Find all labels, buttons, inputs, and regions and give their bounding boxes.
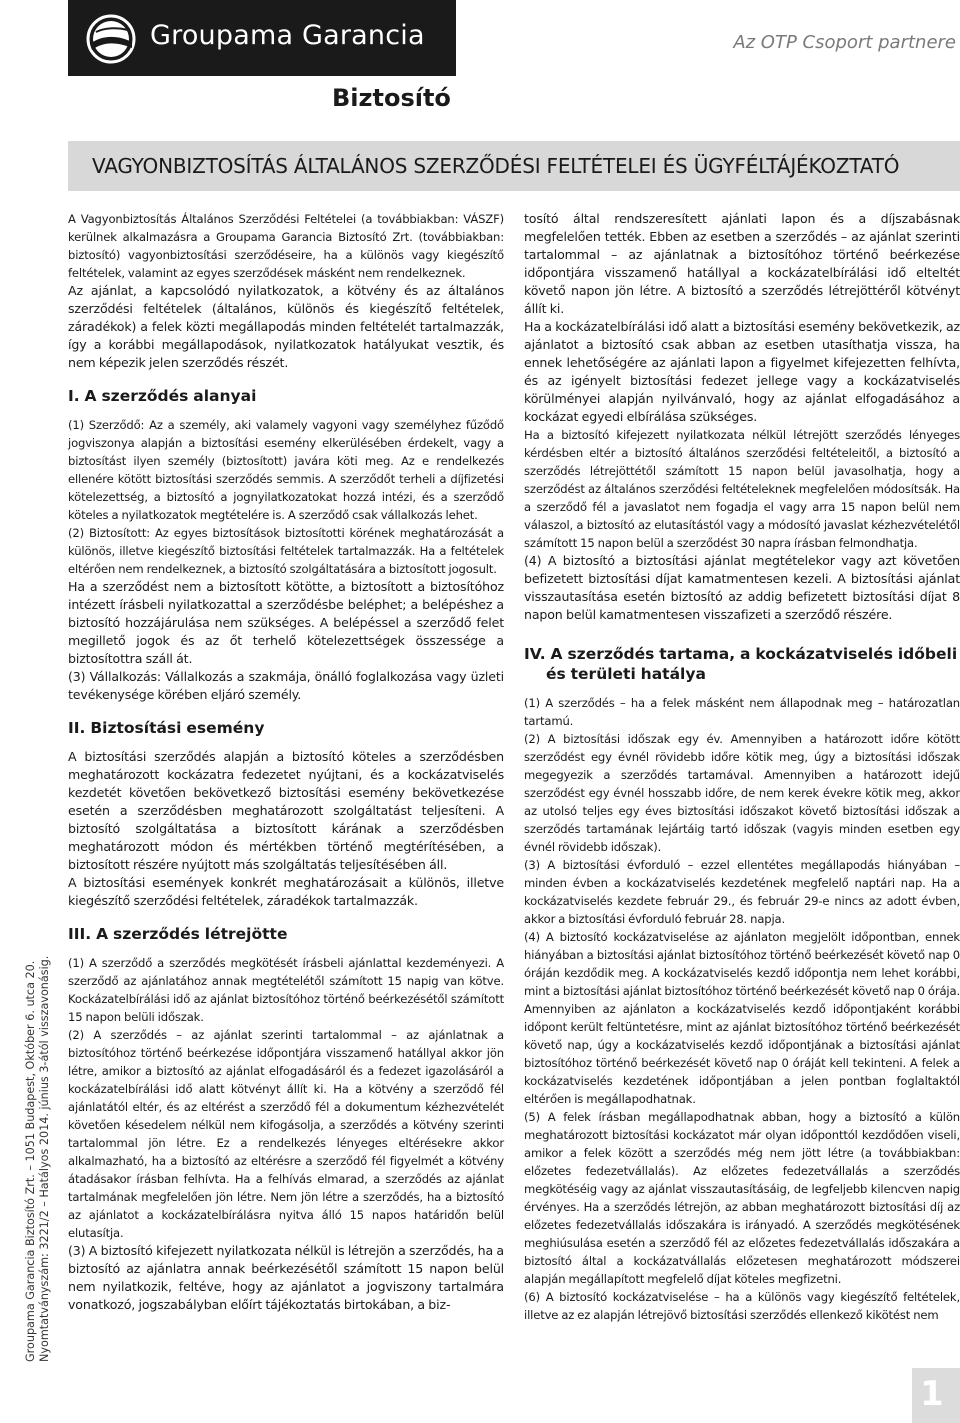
section-1-para-2: (2) Biztosított: Az egyes biztosítások biztosítotti körének meghatározását a különös, illetve kiegészítő biztosítási feltételek tartalmazzák. Ha a feltételek eltérően nem rendelkeznek, a biztosító szolgáltatására a biztosított jogosult. <box>68 526 504 576</box>
section-4-para-1: (1) A szerződés – ha a felek másként nem állapodnak meg – határozatlan tartamú. <box>524 696 960 728</box>
logo <box>68 0 456 76</box>
section-4-para-5: (5) A felek írásban megállapodhatnak abban, hogy a biztosító a külön meghatározott biztosítási kockázatot már olyan időponttól kezdődően viseli, amikor a felek között a szerződés még nem jött létre (a továbbiakban: előzetes fedezetvállalás). Az előzetes fedezetvállalás a szerződés megkötéséig vagy az ajánlat visszautasításáig, de legfeljebb kilencven napig érvényes. Ha a szerződés létrejön, az abban meghatározott biztosítási díj az előzetes fedezetvállalás időszakára is irányadó. A szerződés megkötésének meghiúsulása esetén a szerződő fél az előzetes fedezetvállalás időszakára a biztosító által a kockázatvállalás előzetesen meghatározott módszerei alapján megállapított megfelelő díjat köteles megfizetni. <box>524 1110 960 1286</box>
section-4-para-6: (6) A biztosító kockázatviselése – ha a különös vagy kiegészítő feltételek, illetve az ez alapján létrejövő biztosítási szerződés ellenkező kikötést nem <box>524 1290 960 1322</box>
intro-paragraph-2: Az ajánlat, a kapcsolódó nyilatkozatok, a kötvény és az általános szerződési feltételek (általános, különös és kiegészítő feltételek, záradékok) a felek közti megállapodás minden feltételét tartalmazzák, így a korábbi megállapodások, nyilatkozatok hatályukat vesztik, és nem képezik jelen szerződés részét. <box>68 283 504 370</box>
section-1-para-4: (3) Vállalkozás: Vállalkozás a szakmája, önálló foglalkozása vagy üzleti tevékenysége körében eljáró személy. <box>68 669 504 702</box>
section-2-heading: II. Biztosítási esemény <box>68 719 265 737</box>
section-3-para-2: (2) A szerződés – az ajánlat szerinti tartalommal – az ajánlatnak a biztosítóhoz történő beérkezése időpontjára visszamenő hatállyal akkor jön létre, amikor a biztosító az ajánlat elfogadásáról és a fedezet igazolásáról a kockázatelbírálási idő alatt kötvényt állít ki. Ha a kötvény a szerződő fél ajánlatától eltér, és az eltérést a szerződő fél a dokumentum kézhezvételét követően késedelem nélkül nem kifogásolja, a szerződés a kötvény szerinti tartalommal jön létre. Ez a rendelkezés lényeges eltérésekre akkor alkalmazható, ha a biztosító az eltérésre a szerződő fél figyelmét a kötvény átadásakor írásban felhívta. Ha a felhívás elmarad, a szerződés az ajánlat tartalmának megfelelően jön létre. Nem jön létre a szerződés, ha a biztosító az ajánlatot a kockázatelbírálásra nyitva álló 15 napos határidőn belül elutasítja. <box>68 1028 504 1240</box>
intro-paragraph-1: A Vagyonbiztosítás Általános Szerződési Feltételei (a továbbiakban: VÁSZF) kerülnek alkalmazásra a Groupama Garancia Biztosító Zrt. (továbbiakban: biztosító) vagyonbiztosítási szerződéseire, ha a különös vagy kiegészítő feltételek, valamint az egyes szerződések másként nem rendelkeznek. <box>68 212 504 280</box>
partner-tagline: Az OTP Csoport partnere <box>733 32 956 53</box>
section-4-para-2: (2) A biztosítási időszak egy év. Amennyiben a határozott időre kötött szerződést egy évnél rövidebb időre kötik meg, úgy a biztosítási időszak megegyezik a szerződés tartamával. Amennyiben a határozott idejű szerződést egy évnél hosszabb időre, de nem kerek évekre kötik meg, akkor az utolsó teljes egy éves biztosítási időszakot követő biztosítási időszak a szerződés tartamának lejártáig tartó időszak (vagyis minden esetben egy évnél rövidebb időszak). <box>524 732 960 854</box>
page-title: VAGYONBIZTOSÍTÁS ÁLTALÁNOS SZERZŐDÉSI FELTÉTELEI ÉS ÜGYFÉLTÁJÉKOZTATÓ <box>92 154 900 178</box>
page-number: 1 <box>920 1374 944 1414</box>
section-4-heading: IV. A szerződés tartama, a kockázatviselés időbeli és területi hatálya <box>524 645 958 683</box>
title-band <box>68 141 960 191</box>
page-number-box <box>912 1368 960 1423</box>
right-para-3: Ha a biztosító kifejezett nyilatkozata nélkül létrejött szerződés lényeges kérdésben eltér a biztosító általános szerződési feltételeitől, a biztosító a szerződés létrejöttétől számított 15 napon belül javasolhatja, hogy a szerződést az általános szerződési feltételeknek megfelelően módosítsák. Ha a szerződő fél a javaslatot nem fogadja el vagy arra 15 napon belül nem válaszol, a biztosító az elutasítástól vagy a módosító javaslat kézhezvételétől számított 15 napon belül a szerződést 30 napra írásban felmondhatja. <box>524 428 960 550</box>
section-3-heading: III. A szerződés létrejötte <box>68 925 288 943</box>
right-para-2: Ha a kockázatelbírálási idő alatt a biztosítási esemény bekövetkezik, az ajánlatot a biztosító csak abban az esetben utasíthatja vissza, ha ennek lehetőségére az ajánlati lapon a figyelmet kifejezetten felhívta, és az igényelt biztosítási fedezet jellege vagy a kockázatviselés körülményei alapján nyilvánvaló, hogy az ajánlat elfogadásához a kockázat egyedi elbírálása szükséges. <box>524 319 960 424</box>
right-para-1: tosító által rendszeresített ajánlati lapon és a díjszabásnak megfelelően tették. Ebben az esetben a szerződés – az ajánlat szerinti tartalommal – az ajánlatnak a biztosítóhoz történő beérkezése időpontjára visszamenő hatállyal a kockázatelbírálási idő elteltét követő napon jön létre. A biztosító a szerződés létrejöttéről kötvényt állít ki. <box>524 211 960 316</box>
groupama-globe-logo-icon <box>86 14 136 64</box>
section-4-para-3: (3) A biztosítási évforduló – ezzel ellentétes megállapodás hiányában – minden évben a kockázatviselés kezdetének megfelelő naptári nap. Ha a kockázatviselés kezdete február 29., és február 29-e nincs az adott évben, akkor a biztosítási évforduló február 28. napja. <box>524 858 960 926</box>
section-4-para-4: (4) A biztosító kockázatviselése az ajánlaton megjelölt időpontban, ennek hiányában a biztosítási ajánlat biztosítóhoz történő beérkezését követő nap 0 óráján kezdődik meg. A kockázatviselés kezdő időpontja nem lehet korábbi, mint a biztosítási ajánlat biztosítóhoz történő beérkezését követő nap 0 órája. Amennyiben az ajánlaton a kockázatviselés kezdő időpontjaként korábbi időpont került feltüntetésre, mint az ajánlat biztosítóhoz történő beérkezését követő nap, úgy a kockázatviselés kezdő időpontjának a biztosítási ajánlat biztosítóhoz történő beérkezését követő nap 0 óráját kell tekinteni. A felek a kockázatviselés kezdetének időpontjában a jelen pontban foglaltaktól eltérően is megállapodhatnak. <box>524 930 960 1106</box>
left-column <box>68 210 504 1314</box>
section-2-para-1: A biztosítási szerződés alapján a biztosító köteles a szerződésben meghatározott kockázatra fedezetet nyújtani, és a kockázatviselés kezdetét követően bekövetkező biztosítási esemény bekövetkezése esetén a szerződésben meghatározott szolgáltatást teljesíteni. A biztosító szolgáltatása a biztosított kárának a szerződésben meghatározott módon és mértékben történő megtérítésében, a biztosított részére nyújtott más szolgáltatás teljesítésében áll. <box>68 749 504 872</box>
right-column <box>524 210 960 1324</box>
side-info-line-1: Groupama Garancia Biztosító Zrt. – 1051 Budapest, Október 6. utca 20. <box>24 960 37 1362</box>
section-1-para-1: (1) Szerződő: Az a személy, aki valamely vagyoni vagy személyhez fűződő jogviszonya alapján a biztosítási esemény elkerülésében érdekelt, vagy a biztosítást ilyen személy (biztosított) javára köti meg. Az e rendelkezés ellenére kötött biztosítási szerződés semmis. A szerződőt terheli a díjfizetési kötelezettség, a biztosító a jognyilatkozatokat hozzá intézi, és a szerződő köteles a nyilatkozatok megtételére is. A szerződő csak vállalkozás lehet. <box>68 418 504 522</box>
section-1-heading: I. A szerződés alanyai <box>68 387 257 405</box>
section-1-para-3: Ha a szerződést nem a biztosított kötötte, a biztosított a biztosítóhoz intézett írásbeli nyilatkozattal a szerződésbe beléphet; a belépéshez a biztosító hozzájárulása nem szükséges. A belépéssel a szerződő felet megillető jogok és az őt terhelő kötelezettségek összessége a biztosítottra száll át. <box>68 579 504 666</box>
document-type: Biztosító <box>332 84 451 112</box>
logo-text: Groupama Garancia <box>150 20 425 51</box>
section-3-para-1: (1) A szerződő a szerződés megkötését írásbeli ajánlattal kezdeményezi. A szerződő az ajánlatához annak megtételétől számított 15 napig van kötve. Kockázatelbírálási idő az ajánlat biztosítóhoz történő beérkezésétől számított 15 napon belüli időszak. <box>68 956 504 1024</box>
side-info-line-2: Nyomtatványszám: 3221/2 – Hatályos 2014. június 3-ától visszavonásig. <box>38 955 51 1362</box>
section-3-para-3: (3) A biztosító kifejezett nyilatkozata nélkül is létrejön a szerződés, ha a biztosító az ajánlatra annak beérkezésétől számított 15 napon belül nem nyilatkozik, feltéve, hogy az ajánlatot a jogviszony tartalmára vonatkozó, jogszabályban előírt tájékoztatás birtokában, a biz- <box>68 1243 504 1312</box>
right-para-4: (4) A biztosító a biztosítási ajánlat megtételekor vagy azt követően befizetett biztosítási díjat kamatmentesen kezeli. A biztosítási ajánlat visszautasítása esetén biztosító az addig befizetett biztosítási díjat 8 napon belül kamatmentesen visszafizeti a szerződő részére. <box>524 553 960 622</box>
section-2-para-2: A biztosítási események konkrét meghatározásait a különös, illetve kiegészítő szerződési feltételek, záradékok tartalmazzák. <box>68 875 504 908</box>
